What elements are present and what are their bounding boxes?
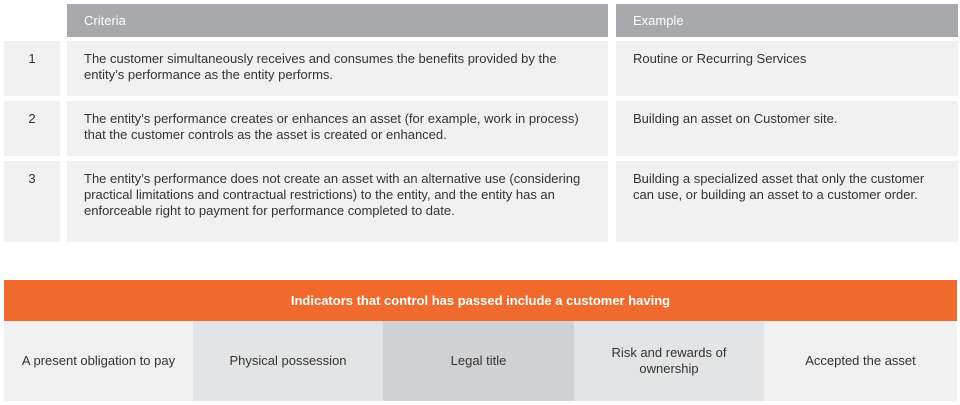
criteria-cell: The customer simultaneously receives and consumes the benefits provided by the entity’s performance as the entity performs.	[67, 41, 608, 96]
indicator-label: Risk and rewards of ownership	[611, 345, 727, 376]
indicator-present-obligation	[4, 321, 193, 401]
indicator-risk-and-rewards	[574, 321, 764, 401]
indicator-accepted-asset	[764, 321, 957, 401]
criteria-column-header: Criteria	[67, 4, 608, 37]
row-number: 3	[4, 161, 60, 242]
row-number: 2	[4, 101, 60, 156]
indicators-title-banner: Indicators that control has passed include a customer having	[4, 280, 957, 321]
indicator-label: Physical possession	[229, 353, 347, 368]
row-number: 1	[4, 41, 60, 96]
indicator-label: Legal title	[450, 353, 507, 368]
example-cell: Routine or Recurring Services	[616, 41, 958, 96]
example-column-header: Example	[616, 4, 958, 37]
indicator-label: Accepted the asset	[805, 353, 916, 368]
criteria-cell: The entity’s performance creates or enhances an asset (for example, work in process) that the customer controls as the asset is created or enhanced.	[67, 101, 608, 156]
criteria-cell: The entity’s performance does not create an asset with an alternative use (considering practical limitations and contractual restrictions) to the entity, and the entity has an enforceable right to payment for performance completed to date.	[67, 161, 608, 242]
indicator-physical-possession	[193, 321, 383, 401]
example-cell: Building an asset on Customer site.	[616, 101, 958, 156]
indicator-legal-title	[383, 321, 574, 401]
example-cell: Building a specialized asset that only the customer can use, or building an asset to a customer order.	[616, 161, 958, 242]
indicator-label: A present obligation to pay	[21, 353, 176, 368]
